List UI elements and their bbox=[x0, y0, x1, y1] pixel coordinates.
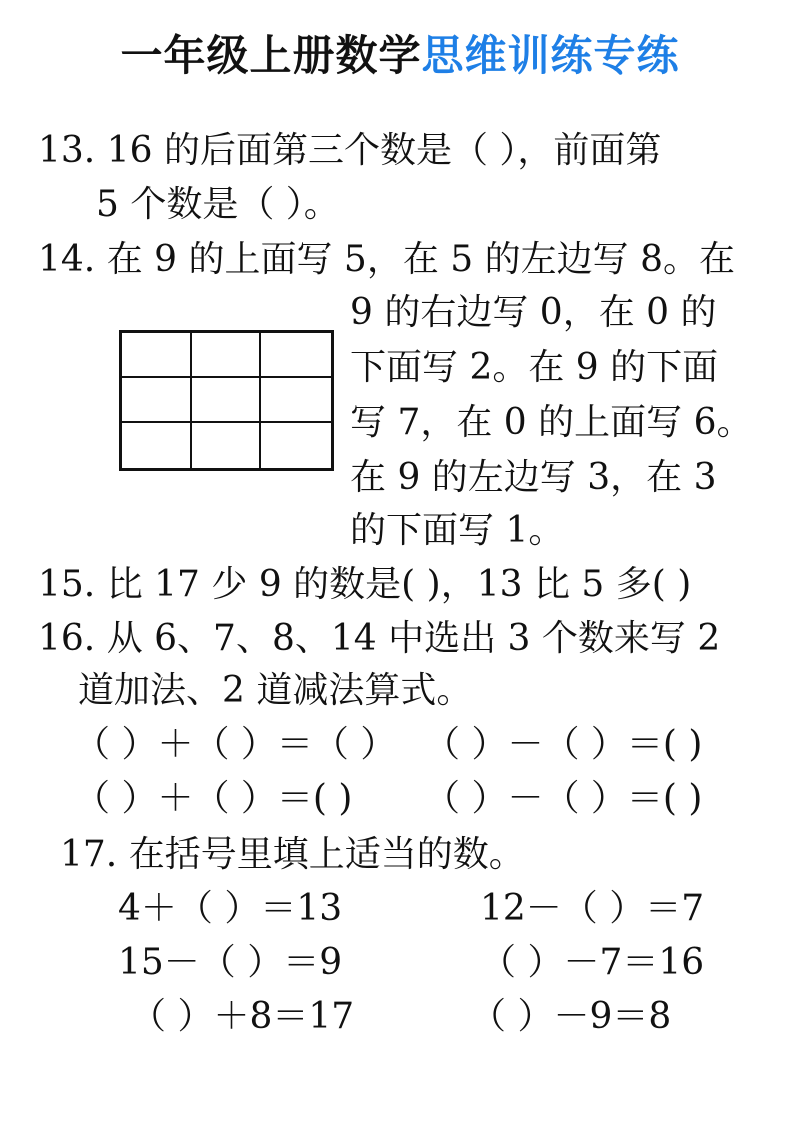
q14-line-3: 下面写 2。在 9 的下面 bbox=[350, 347, 719, 388]
q14-line-1: 14. 在 9 的上面写 5，在 5 的左边写 8。在 bbox=[38, 239, 735, 280]
q14-line-2: 9 的右边写 0，在 0 的 bbox=[350, 292, 717, 333]
q17-line-1: 17. 在括号里填上适当的数。 bbox=[60, 834, 525, 875]
q14-line-4: 写 7，在 0 的上面写 6。 bbox=[350, 402, 753, 443]
title-blue-part: 思维训练专练 bbox=[421, 31, 680, 80]
page-title bbox=[0, 28, 800, 84]
grid-cell bbox=[122, 423, 192, 468]
grid-cell bbox=[122, 378, 192, 423]
q16-row1-addition: （ ）＋（ ）＝（ ） bbox=[74, 724, 397, 765]
q13-line-2: 5 个数是（ ）。 bbox=[96, 184, 340, 225]
q17-equation-6: （ ）－9＝8 bbox=[470, 996, 672, 1037]
q17-equation-2: 12－（ ）＝7 bbox=[480, 888, 705, 929]
grid-cell bbox=[261, 423, 331, 468]
grid-cell bbox=[192, 378, 262, 423]
q17-equation-3: 15－（ ）＝9 bbox=[118, 942, 343, 983]
number-grid bbox=[119, 330, 334, 471]
grid-cell bbox=[261, 333, 331, 378]
q17-equation-5: （ ）＋8＝17 bbox=[130, 996, 355, 1037]
q14-line-6: 的下面写 1。 bbox=[350, 510, 565, 551]
q16-row1-subtraction: （ ）－（ ）＝( ) bbox=[424, 724, 703, 765]
q15-line-1: 15. 比 17 少 9 的数是( )，13 比 5 多( ) bbox=[38, 564, 692, 605]
q17-equation-1: 4＋（ ）＝13 bbox=[118, 888, 343, 929]
q16-row2-addition: （ ）＋（ ）＝( ) bbox=[74, 778, 353, 819]
q16-line-1: 16. 从 6、7、8、14 中选出 3 个数来写 2 bbox=[38, 618, 721, 659]
title-black-part: 一年级上册数学 bbox=[120, 31, 422, 80]
q13-line-1: 13. 16 的后面第三个数是（ ），前面第 bbox=[38, 130, 662, 171]
q14-line-5: 在 9 的左边写 3，在 3 bbox=[350, 457, 717, 498]
grid-cell bbox=[122, 333, 192, 378]
grid-cell bbox=[192, 333, 262, 378]
q16-line-2: 道加法、2 道减法算式。 bbox=[78, 670, 473, 711]
q17-equation-4: （ ）－7＝16 bbox=[480, 942, 705, 983]
grid-cell bbox=[261, 378, 331, 423]
q16-row2-subtraction: （ ）－（ ）＝( ) bbox=[424, 778, 703, 819]
grid-cell bbox=[192, 423, 262, 468]
